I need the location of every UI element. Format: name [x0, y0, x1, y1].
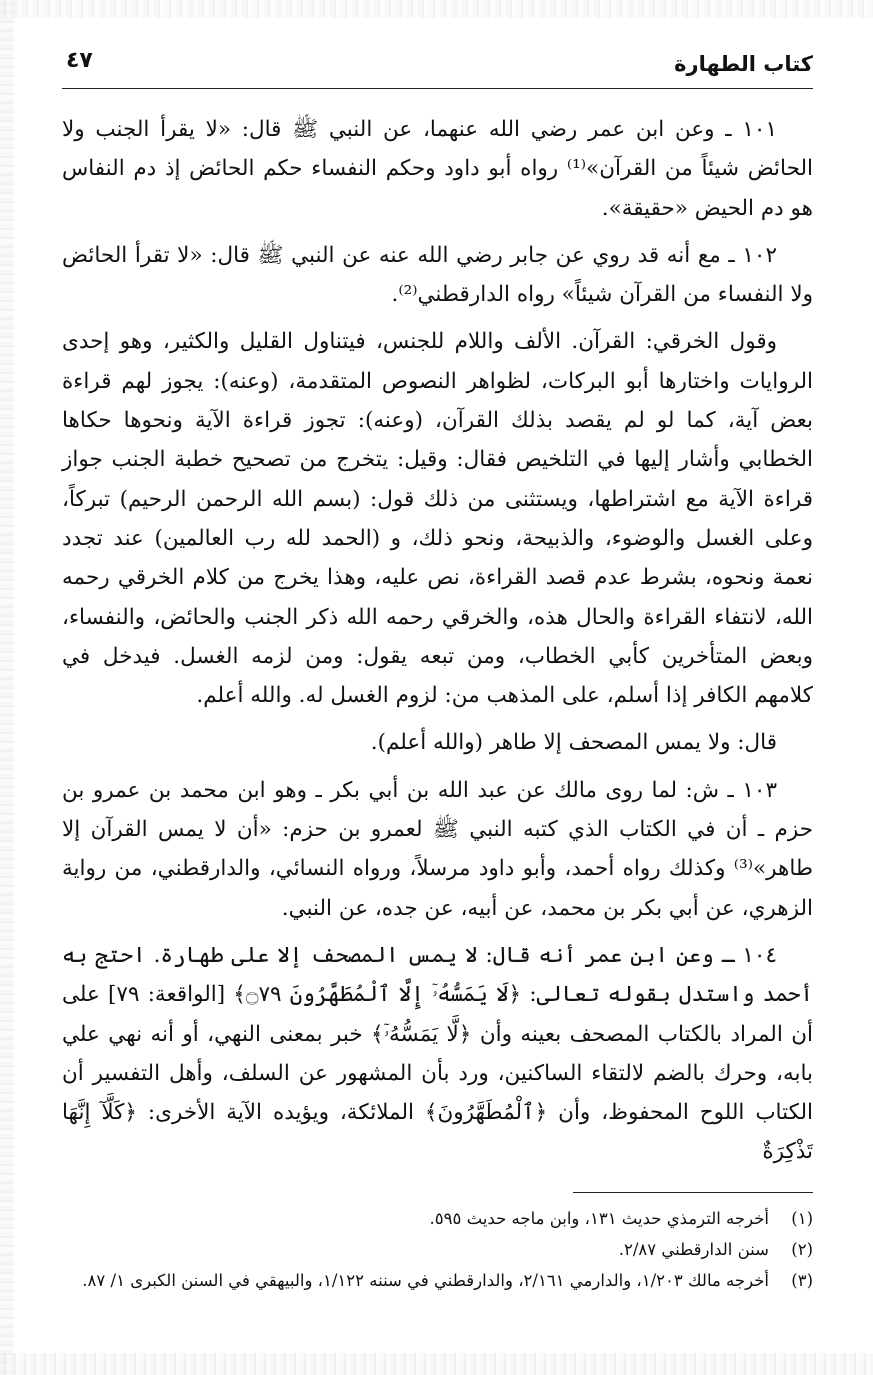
paragraph-statement: قال: ولا يمس المصحف إلا طاهر (والله أعلم).: [370, 730, 777, 756]
footnotes: [62, 1203, 813, 1296]
footnote-2: [62, 1234, 813, 1265]
scan-edge-bottom: [0, 1353, 873, 1375]
footnote-1: [62, 1203, 813, 1234]
paragraph-102: ١٠٢ ـ مع أنه قد روي عن جابر رضي الله عنه عن النبي ﷺ قال: «لا تقرأ الحائض ولا النفساء من القرآن شيئاً» رواه الدارقطني⁽²⁾.: [62, 242, 813, 308]
page-number: ٤٧: [66, 48, 93, 73]
footnote-divider: [573, 1192, 813, 1193]
paragraph-103: ١٠٣ ـ ش: لما روى مالك عن عبد الله بن أبي بكر ـ وهو ابن محمد بن عمرو بن حزم ـ أن في الكتاب الذي كتبه النبي ﷺ لعمرو بن حزم: «أن لا يمس القرآن إلا طاهر»⁽³⁾ وكذلك رواه أحمد، وأبو داود مرسلاً، ورواه النسائي، والدارقطني، من رواية الزهري، عن أبي بكر بن محمد، عن أبيه، عن جده، عن النبي.: [62, 777, 813, 921]
footnote-number: (٢): [791, 1240, 813, 1259]
footnote-number: (١): [791, 1209, 813, 1228]
scan-edge-left: [0, 0, 14, 1375]
footnote-3: [62, 1265, 813, 1296]
footnote-text: سنن الدارقطني ٢/٨٧.: [618, 1240, 769, 1259]
footnote-number: (٣): [791, 1271, 813, 1290]
paragraph-101: ١٠١ ـ وعن ابن عمر رضي الله عنهما، عن النبي ﷺ قال: «لا يقرأ الجنب ولا الحائض شيئاً من القرآن»⁽¹⁾ رواه أبو داود وحكم النفساء حكم الحائض إذ دم النفاس هو دم الحيض «حقيقة».: [62, 117, 813, 221]
footnote-text: أخرجه الترمذي حديث ١٣١، وابن ماجه حديث ٥٩٥.: [429, 1209, 769, 1228]
paragraph-kharaqi-commentary: وقول الخرقي: القرآن. الألف واللام للجنس، فيتناول القليل والكثير، وهو إحدى الروايات واختارها أبو البركات، لظواهر النصوص المتقدمة، (وعنه): يجوز لهم قراءة بعض آية، كما لو لم يقصد بذلك القرآن، (وعنه): تجوز قراءة الآية ونحوها حكاها الخطابي وأشار إليها في التلخيص فقال: وقيل: يتخرج من تصحيح خطبة الجنب جواز قراءة الآية مع اشتراطها، ويستثنى من ذلك قول: (بسم الله الرحمن الرحيم) تبركاً، وعلى الغسل والوضوء، والذبيحة، ونحو ذلك، و (الحمد لله رب العالمين) عند تجدد نعمة ونحوه، بشرط عدم قصد القراءة، نص عليه، وهذا يخرج من كلام الخرقي رحمه الله، لانتفاء القراءة والحال هذه، والخرقي رحمه الله ذكر الجنب والحائض، والنفساء، وبعض المتأخرين كأبي الخطاب، ومن تبعه يقول: ومن لزمه الغسل. فيدخل في كلامهم الكافر إذا أسلم، على المذهب من: لزوم الغسل له. والله أعلم.: [62, 329, 813, 709]
chapter-title: كتاب الطهارة: [674, 52, 813, 76]
page-header: [62, 42, 813, 89]
scan-edge-top: [0, 0, 873, 18]
paragraph-104: ١٠٤ ـ وعن ابن عمر أنه قال: لا يمس المصحف إلا على طهارة. احتج به أحمد واستدل بقوله تعالى: ﴿لَا يَمَسُّهُۥٓ إِلَّا ٱلْمُطَهَّرُونَ ۝٧٩﴾ [الواقعة: ٧٩] على أن المراد بالكتاب المصحف بعينه وأن ﴿لَّا يَمَسُّهُۥٓ﴾ خبر بمعنى النهي، أو أنه نهي علي بابه، وحرك بالضم لالتقاء الساكنين، ورد بأن المشهور عن السلف، وأهل التفسير أن الكتاب اللوح المحفوظ، وأن ﴿ٱلْمُطَهَّرُونَ﴾ الملائكة، ويؤيده الآية الأخرى: ﴿كَلَّآ إِنَّهَا تَذْكِرَةٌ: [62, 942, 813, 1165]
main-text: [62, 110, 813, 1172]
footnote-text: أخرجه مالك ١/٢٠٣، والدارمي ٢/١٦١، والدارقطني في سننه ١/١٢٢، والبيهقي في السنن الكبرى ١/ ٨٧.: [82, 1271, 769, 1290]
